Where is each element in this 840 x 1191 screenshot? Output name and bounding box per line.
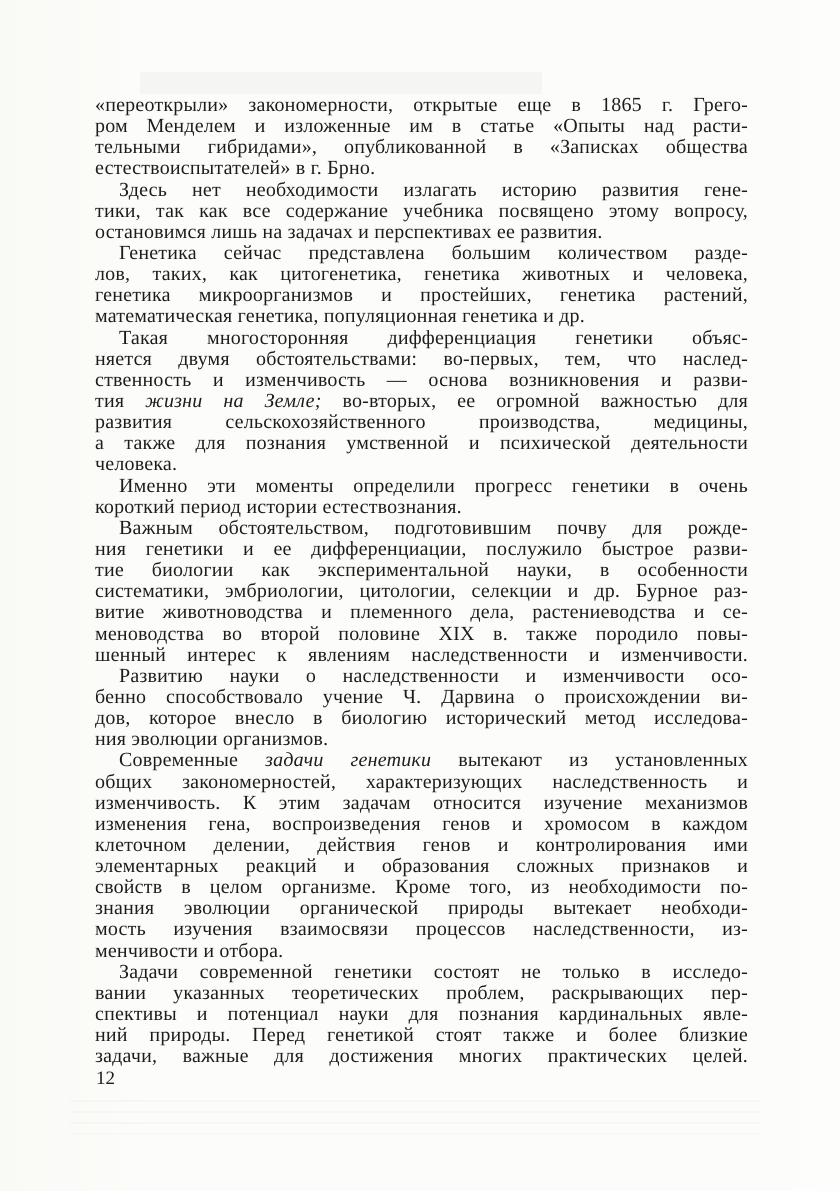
text-segment: ром Менделем и изложенные им в статье «Опыты над расти-: [95, 115, 748, 138]
text-line: [95, 306, 748, 327]
text-line: [95, 328, 748, 349]
text-line: [95, 581, 748, 602]
text-line: [95, 476, 748, 497]
text-segment: развития сельскохозяйственного производства, медицины,: [95, 411, 748, 434]
text-line: [95, 624, 748, 645]
text-line: [95, 370, 748, 391]
text-segment: тики, так как все содержание учебника посвящено этому вопросу,: [95, 199, 748, 222]
text-segment: Здесь нет необходимости излагать историю развития гене-: [119, 178, 748, 201]
text-segment: ственность и изменчивость — основа возникновения и разви-: [95, 368, 748, 391]
emphasized-text: задачи генетики: [265, 749, 432, 772]
text-line: [95, 201, 748, 222]
text-line: [95, 666, 748, 687]
text-segment: генетика микроорганизмов и простейших, генетика растений,: [95, 284, 748, 307]
text-segment: менчивости и отбора.: [95, 939, 284, 962]
text-segment: остановимся лишь на задачах и перспективах ее развития.: [95, 220, 603, 243]
text-line: [95, 497, 748, 518]
text-segment: свойств в целом организме. Кроме того, из необходимости по-: [95, 876, 748, 899]
text-line: [95, 772, 748, 793]
text-segment: Современные: [119, 749, 266, 772]
text-segment: Важным обстоятельством, подготовившим почву для рожде-: [119, 516, 748, 539]
text-segment: Генетика сейчас представлена большим количеством разде-: [119, 241, 748, 264]
text-segment: задачи, важные для достижения многих практических целей.: [95, 1045, 748, 1068]
text-line: [95, 835, 748, 856]
text-line: [95, 137, 748, 158]
text-segment: клеточном делении, действия генов и контролирования ими: [95, 833, 748, 856]
text-segment: во-вторых, ее огромной важностью для: [321, 389, 748, 412]
text-segment: вании указанных теоретических проблем, раскрывающих пер-: [95, 981, 748, 1004]
text-segment: тия: [95, 389, 146, 412]
text-segment: математическая генетика, популяционная генетика и др.: [95, 305, 585, 328]
text-segment: няется двумя обстоятельствами: во-первых, тем, что наслед-: [95, 347, 748, 370]
text-segment: короткий период истории естествознания.: [95, 495, 462, 518]
text-segment: спективы и потенциал науки для познания кардинальных явле-: [95, 1003, 748, 1026]
text-line: [95, 158, 748, 179]
text-segment: ния генетики и ее дифференциации, послужило быстрое разви-: [95, 537, 748, 560]
text-line: [95, 708, 748, 729]
text-line: [95, 412, 748, 433]
text-line: [95, 454, 748, 475]
text-segment: тие биологии как экспериментальной науки, в особенности: [95, 559, 748, 582]
text-segment: Именно эти моменты определили прогресс генетики в очень: [119, 474, 748, 497]
scan-artifact-top: [140, 72, 542, 94]
text-segment: дов, которое внесло в биологию исторический метод исследова-: [95, 707, 748, 730]
text-segment: изменчивость. К этим задачам относится изучение механизмов: [95, 791, 748, 814]
text-line: [95, 1025, 748, 1046]
text-line: [95, 264, 748, 285]
text-line: [95, 814, 748, 835]
text-line: [95, 560, 748, 581]
text-line: [95, 941, 748, 962]
text-line: [95, 856, 748, 877]
text-line: [95, 1046, 748, 1067]
text-line: [95, 243, 748, 264]
text-segment: общих закономерностей, характеризующих наследственность и: [95, 770, 748, 793]
text-line: [95, 645, 748, 666]
text-segment: ния эволюции организмов.: [95, 728, 329, 751]
text-line: [95, 729, 748, 750]
text-line: [95, 687, 748, 708]
text-segment: Развитию науки о наследственности и изменчивости осо-: [119, 664, 748, 687]
text-segment: систематики, эмбриологии, цитологии, селекции и др. Бурное раз-: [95, 580, 748, 603]
text-segment: элементарных реакций и образования сложных признаков и: [95, 855, 748, 878]
text-line: [95, 433, 748, 454]
text-line: [95, 95, 748, 116]
emphasized-text: жизни на Земле;: [145, 389, 322, 412]
text-segment: человека.: [95, 453, 178, 476]
text-segment: естествоиспытателей» в г. Брно.: [95, 157, 376, 180]
text-segment: Задачи современной генетики состоят не только в исследо-: [119, 960, 748, 983]
text-segment: изменения гена, воспроизведения генов и хромосом в каждом: [95, 812, 748, 835]
text-line: [95, 349, 748, 370]
text-segment: вытекают из установленных: [431, 749, 748, 772]
text-line: [95, 1004, 748, 1025]
text-line: [95, 877, 748, 898]
body-text: [95, 95, 748, 1067]
text-segment: тельными гибридами», опубликованной в «Записках общества: [95, 136, 748, 159]
text-line: [95, 919, 748, 940]
text-line: [95, 602, 748, 623]
text-segment: лов, таких, как цитогенетика, генетика животных и человека,: [95, 263, 748, 286]
scan-artifact-bottom: [70, 1100, 760, 1134]
text-segment: витие животноводства и племенного дела, растениеводства и се-: [95, 601, 748, 624]
text-line: [95, 518, 748, 539]
text-line: [95, 116, 748, 137]
text-line: [95, 793, 748, 814]
text-segment: ний природы. Перед генетикой стоят также и более близкие: [95, 1024, 748, 1047]
text-line: [95, 222, 748, 243]
text-segment: бенно способствовало учение Ч. Дарвина о происхождении ви-: [95, 685, 748, 708]
text-segment: меноводства во второй половине XIX в. также породило повы-: [95, 622, 748, 645]
text-line: [95, 983, 748, 1004]
text-segment: «переоткрыли» закономерности, открытые еще в 1865 г. Грего-: [95, 94, 748, 116]
text-segment: а также для познания умственной и психической деятельности: [95, 432, 748, 455]
text-segment: шенный интерес к явлениям наследственности и изменчивости.: [95, 643, 748, 666]
page-number: 12: [96, 1068, 115, 1089]
text-line: [95, 180, 748, 201]
text-line: [95, 898, 748, 919]
text-line: [95, 539, 748, 560]
text-line: [95, 285, 748, 306]
text-line: [95, 750, 748, 771]
text-segment: Такая многосторонняя дифференциация генетики объяс-: [119, 326, 748, 349]
text-line: [95, 391, 748, 412]
text-segment: знания эволюции органической природы вытекает необходи-: [95, 897, 748, 920]
text-segment: мость изучения взаимосвязи процессов наследственности, из-: [95, 918, 748, 941]
text-line: [95, 962, 748, 983]
